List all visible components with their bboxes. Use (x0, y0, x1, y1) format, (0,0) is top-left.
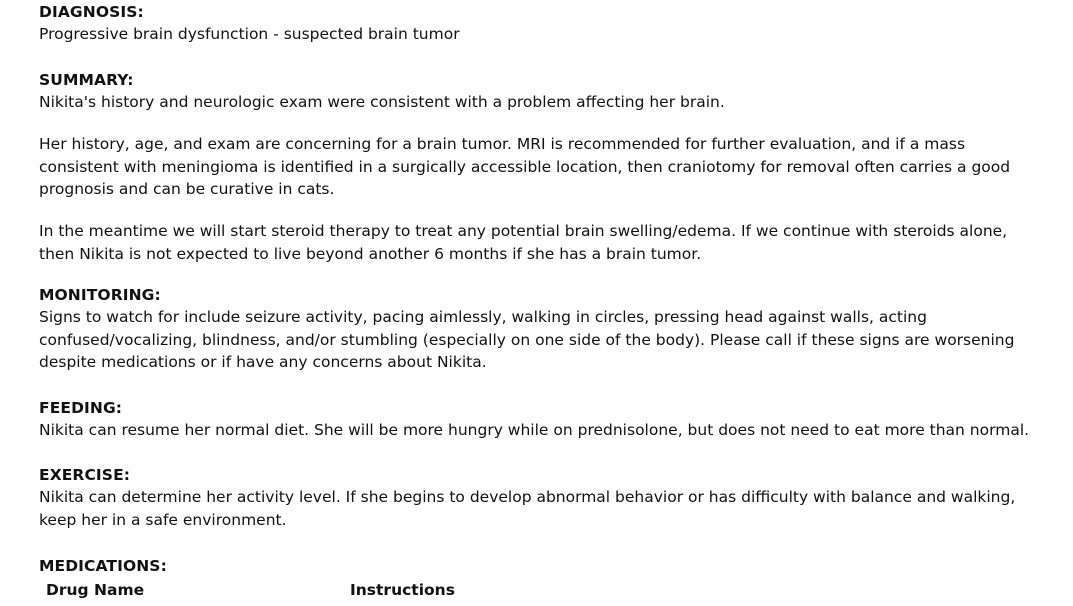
medications-table-header (46, 578, 646, 602)
summary-section-cont-2 (39, 220, 1039, 265)
summary-section (39, 69, 1039, 114)
feeding-text: Nikita can resume her normal diet. She will be more hungry while on prednisolone, but does not need to eat more than normal. (39, 421, 1030, 439)
monitoring-text: Signs to watch for include seizure activity, pacing aimlessly, walking in circles, pressing head against walls, acting confused/vocalizing, blindness, and/or stumbling (especially on one side of the body). Please call if these signs are worsening despite medications or if have any concerns about Nikita. (39, 308, 1015, 371)
medications-section (39, 555, 1039, 577)
exercise-section (39, 464, 1039, 531)
column-header-drug-name: Drug Name (46, 581, 145, 599)
monitoring-section (39, 284, 1039, 374)
exercise-heading: EXERCISE: (39, 466, 131, 484)
medications-heading: MEDICATIONS: (39, 557, 167, 575)
feeding-section (39, 397, 1039, 442)
summary-paragraph: Her history, age, and exam are concerning for a brain tumor. MRI is recommended for further evaluation, and if a mass consistent with meningioma is identified in a surgically accessible location, then craniotomy for removal often carries a good prognosis and can be curative in cats. (39, 135, 1011, 198)
diagnosis-text: Progressive brain dysfunction - suspected brain tumor (39, 25, 460, 43)
summary-paragraph: In the meantime we will start steroid therapy to treat any potential brain swelling/edema. If we continue with steroids alone, then Nikita is not expected to live beyond another 6 months if she has a brain tumor. (39, 222, 1008, 263)
diagnosis-section (39, 1, 1039, 46)
column-header-instructions: Instructions (350, 581, 455, 599)
summary-heading: SUMMARY: (39, 71, 134, 89)
exercise-text: Nikita can determine her activity level. If she begins to develop abnormal behavior or has difficulty with balance and walking, keep her in a safe environment. (39, 488, 1016, 529)
feeding-heading: FEEDING: (39, 399, 123, 417)
diagnosis-heading: DIAGNOSIS: (39, 3, 144, 21)
summary-paragraph: Nikita's history and neurologic exam were consistent with a problem affecting her brain. (39, 93, 725, 111)
monitoring-heading: MONITORING: (39, 286, 161, 304)
summary-section-cont (39, 133, 1039, 201)
